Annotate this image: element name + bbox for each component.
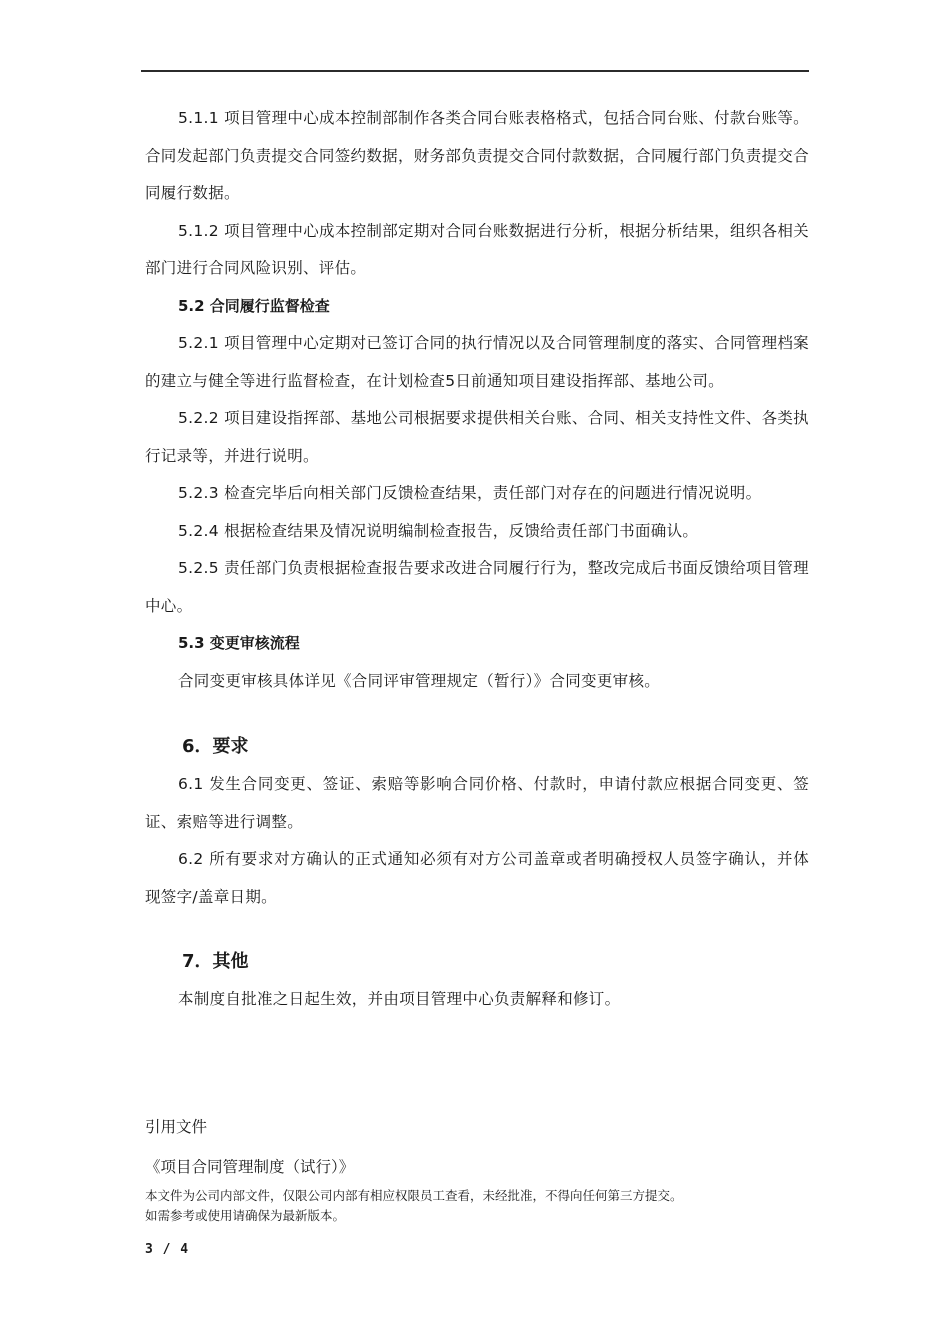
paragraph-5-3: 合同变更审核具体详见《合同评审管理规定（暂行）》合同变更审核。 [178, 671, 661, 690]
heading-5-2: 5.2 合同履行监督检查 [178, 296, 330, 315]
document-body [145, 100, 809, 1019]
header-rule [141, 70, 809, 72]
heading-5-3: 5.3 变更审核流程 [178, 634, 300, 652]
page-number: 3 / 4 [145, 1242, 190, 1257]
paragraph-7: 本制度自批准之日起生效，并由项目管理中心负责解释和修订。 [178, 990, 621, 1008]
reference-heading: 引用文件 [145, 1118, 208, 1136]
paragraph-6-1: 6.1 发生合同变更、签证、索赔等影响合同价格、付款时，申请付款应根据合同变更、签证、索赔等进行调整。 [145, 775, 809, 831]
paragraph-5-2-4: 5.2.4 根据检查结果及情况说明编制检查报告，反馈给责任部门书面确认。 [178, 521, 699, 540]
paragraph-5-2-5: 5.2.5 责任部门负责根据检查报告要求改进合同履行行为，整改完成后书面反馈给项目管理中心。 [145, 559, 809, 615]
paragraph-5-1-2: 5.1.2 项目管理中心成本控制部定期对合同台账数据进行分析，根据分析结果，组织各相关部门进行合同风险识别、评估。 [145, 221, 809, 277]
note-line-1: 本文件为公司内部文件，仅限公司内部有相应权限员工查看，未经批准，不得向任何第三方提交。 [145, 1188, 683, 1203]
paragraph-5-2-2: 5.2.2 项目建设指挥部、基地公司根据要求提供相关台账、合同、相关支持性文件、各类执行记录等，并进行说明。 [145, 409, 809, 465]
heading-7: 7．其他 [182, 951, 249, 972]
paragraph-5-1-1: 5.1.1 项目管理中心成本控制部制作各类合同台账表格格式，包括合同台账、付款台账等。合同发起部门负责提交合同签约数据，财务部负责提交合同付款数据，合同履行部门负责提交合同履行数据。 [145, 109, 809, 202]
paragraph-6-2: 6.2 所有要求对方确认的正式通知必须有对方公司盖章或者明确授权人员签字确认，并体现签字/盖章日期。 [145, 850, 809, 906]
heading-6: 6．要求 [182, 736, 249, 757]
confidentiality-note [145, 1186, 683, 1226]
note-line-2: 如需参考或使用请确保为最新版本。 [145, 1208, 346, 1223]
paragraph-5-2-3: 5.2.3 检查完毕后向相关部门反馈检查结果，责任部门对存在的问题进行情况说明。 [178, 484, 762, 502]
reference-document: 《项目合同管理制度（试行）》 [145, 1158, 355, 1176]
paragraph-5-2-1: 5.2.1 项目管理中心定期对已签订合同的执行情况以及合同管理制度的落实、合同管理档案的建立与健全等进行监督检查，在计划检查5日前通知项目建设指挥部、基地公司。 [145, 334, 809, 390]
